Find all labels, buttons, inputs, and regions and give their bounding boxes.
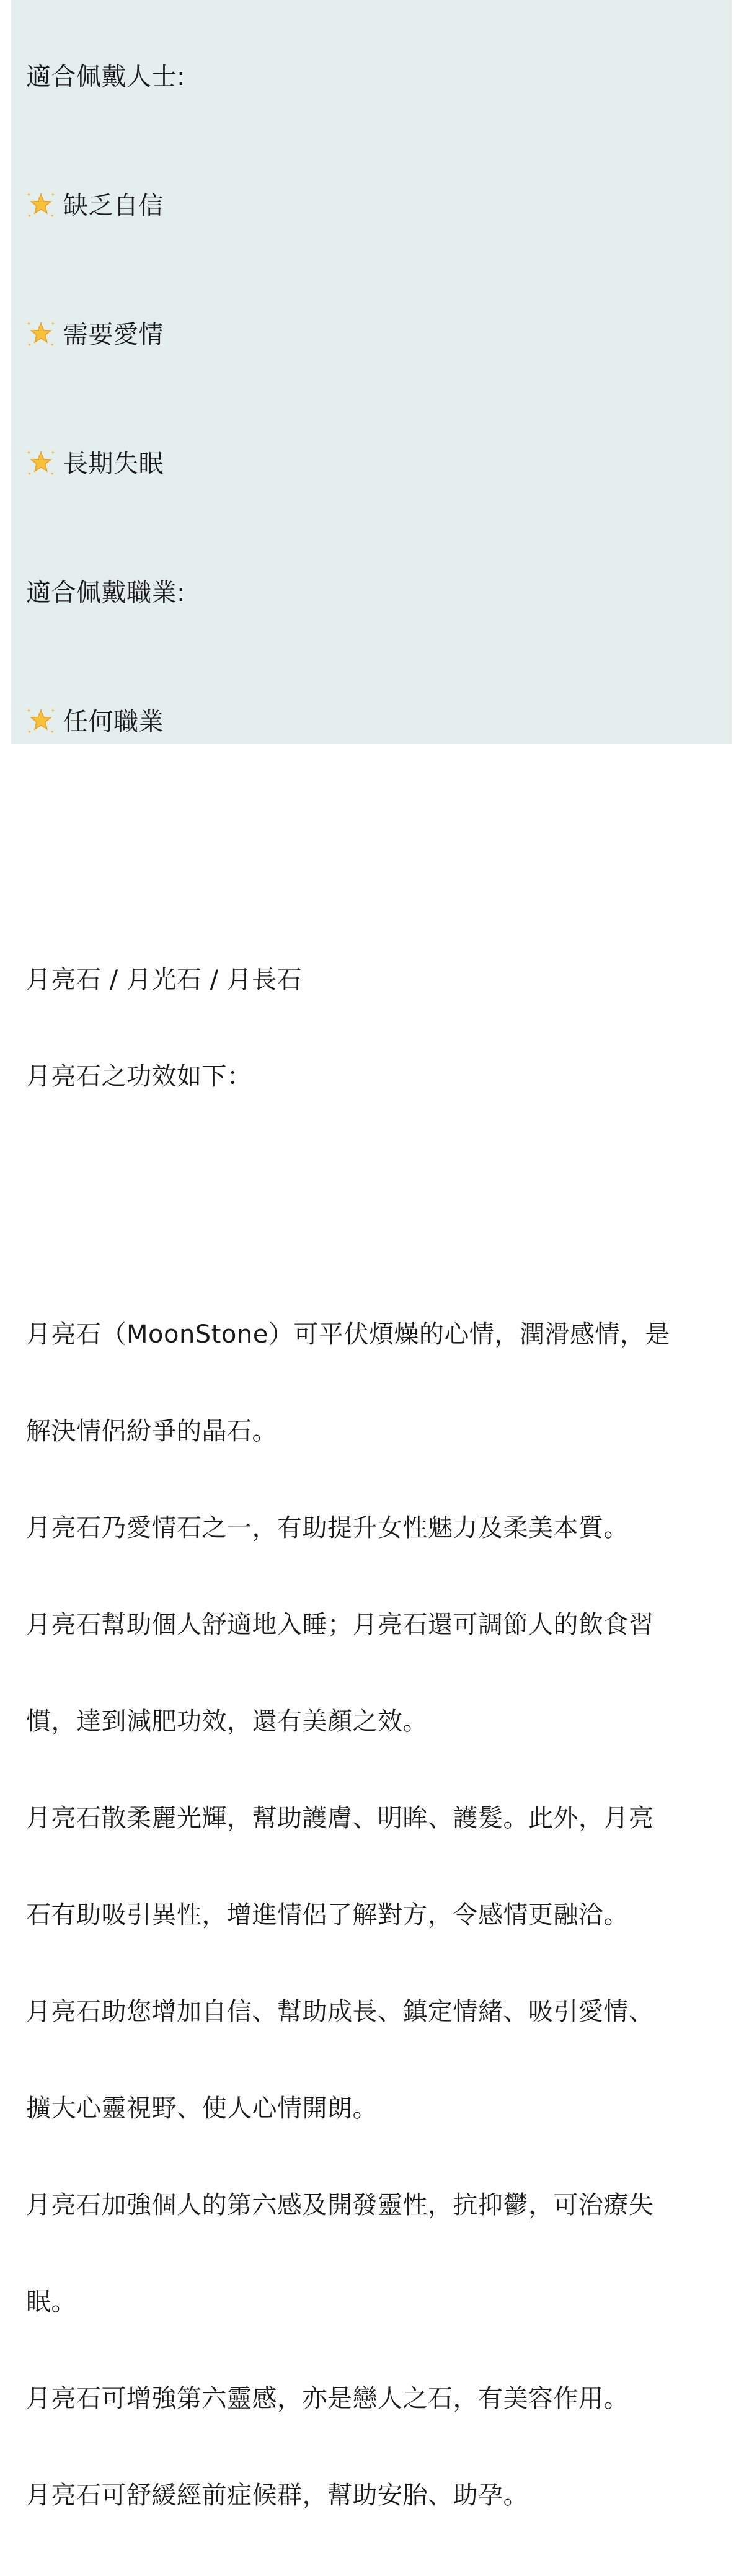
paragraph-line: 月亮石散柔麗光輝，幫助護膚、明眸、護髮。此外，月亮 <box>26 1804 654 1832</box>
suitable-people-heading: 適合佩戴人士: <box>26 63 185 91</box>
glowing-star-icon <box>26 190 56 219</box>
blank-line <box>26 835 732 867</box>
suitable-person: 長期失眠 <box>63 450 164 478</box>
paragraph-line: 眠。 <box>26 2288 76 2316</box>
list-item <box>26 448 732 480</box>
suitable-person: 缺乏自信 <box>63 192 164 220</box>
paragraph-line: 月亮石可增強第六靈感，亦是戀人之石，有美容作用。 <box>26 2384 629 2413</box>
paragraph-line: 月亮石助您增加自信、幫助成長、鎮定情緒、吸引愛情、 <box>26 1997 654 2026</box>
stone-names: 月亮石 / 月光石 / 月長石 <box>26 966 303 994</box>
glowing-star-icon <box>26 319 56 348</box>
suitable-person: 需要愛情 <box>63 321 164 349</box>
blank-line <box>26 1189 732 1222</box>
paragraph-line: 石有助吸引異性，增進情侶了解對方，令感情更融洽。 <box>26 1901 629 1929</box>
list-item <box>26 319 732 351</box>
paragraph-line: 月亮石乃愛情石之一，有助提升女性魅力及柔美本質。 <box>26 1514 629 1542</box>
paragraph-line: 慣，達到減肥功效，還有美顏之效。 <box>26 1707 428 1736</box>
suitable-jobs-heading: 適合佩戴職業: <box>26 579 185 607</box>
paragraph-line: 解決情侶紛爭的晶石。 <box>26 1417 277 1446</box>
list-item <box>26 190 732 222</box>
paragraph-line: 月亮石（MoonStone）可平伏煩燥的心情，潤滑感情，是 <box>26 1320 670 1349</box>
effects-heading: 月亮石之功效如下： <box>26 1062 252 1091</box>
message-bubble[interactable] <box>11 0 732 2510</box>
message-text <box>26 0 732 2576</box>
glowing-star-icon <box>26 706 56 735</box>
paragraph-line: 月亮石幫助個人舒適地入睡；月亮石還可調節人的飲食習 <box>26 1610 654 1639</box>
glowing-star-icon <box>26 448 56 477</box>
paragraph-line: 月亮石加強個人的第六感及開發靈性，抗抑鬱，可治療失 <box>26 2191 654 2219</box>
paragraph-line: 月亮石可舒緩經前症候群，幫助安胎、助孕。 <box>26 2481 528 2510</box>
list-item <box>26 706 732 738</box>
paragraph-line: 擴大心靈視野、使人心情開朗。 <box>26 2094 378 2123</box>
suitable-job: 任何職業 <box>63 708 164 736</box>
